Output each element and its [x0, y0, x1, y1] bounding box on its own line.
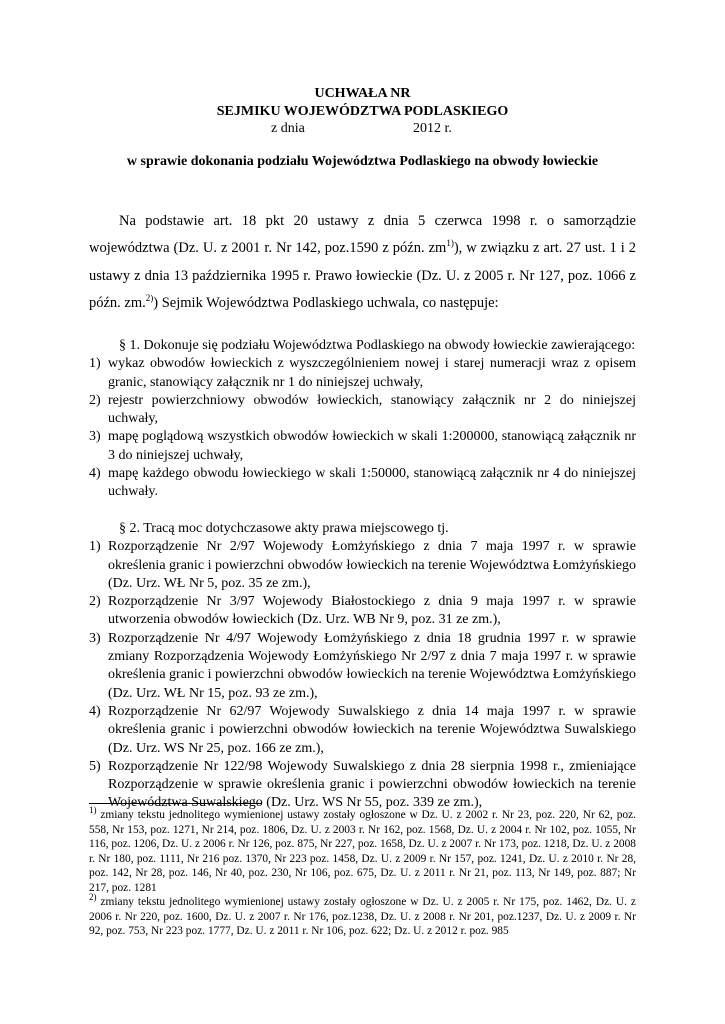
list-item-number: 2): [89, 392, 101, 408]
footnote-text: zmiany tekstu jednolitego wymienionej ustawy zostały ogłoszone w Dz. U. z 2002 r. Nr 23, poz. 220, Nr 62, poz. 558, Nr 153, poz. 1271, Nr 214, poz. 1806, Dz. U. z 2003 r. Nr 162, poz. 1568, Dz. U. z 2004 r. Nr 102, poz. 1055, Nr 116, poz. 1206, Dz. U. z 2006 r. Nr 126, poz. 875, Nr 227, poz. 1658, Dz. U. z 2007 r. Nr 173, poz. 1218, Dz. U. z 2008 r. Nr 180, poz. 1111, Nr 216 poz. 1370, Nr 223 poz. 1458, Dz. U. z 2009 r. Nr 157, poz. 1241, Dz. U. z 2010 r. Nr 28, poz. 142, Nr 28, poz. 146, Nr 40, poz. 230, Nr 106, poz. 675, Dz. U. z 2011 r. Nr 21, poz. 113, Nr 149, poz. 887; Nr 217, poz. 1281: [89, 809, 636, 894]
list-item-number: 4): [89, 466, 101, 482]
preamble-part3: ) Sejmik Województwa Podlaskiego uchwala, co następuje:: [153, 294, 499, 311]
section-1-heading: § 1. Dokonuje się podziału Województwa Podlaskiego na obwody łowieckie zawierającego:: [119, 338, 636, 353]
list-item: [89, 758, 636, 816]
section-2: [89, 520, 636, 816]
list-item: [89, 465, 636, 502]
list-item: [89, 703, 636, 758]
list-item-text: rejestr powierzchniowy obwodów łowieckich, stanowiący załącznik nr 2 do niniejszej uchwały,: [108, 392, 636, 427]
date-year: 2012 r.: [413, 121, 452, 136]
list-item-number: 5): [89, 758, 101, 774]
list-item: [89, 593, 636, 630]
footnote-ref-2: 2): [145, 293, 154, 304]
list-item-text: Rozporządzenie Nr 3/97 Wojewody Białostockiego z dnia 9 maja 1997 r. w sprawie utworzenia obwodów łowieckich (Dz. Urz. WB Nr 9, poz. 31 ze zm.),: [108, 594, 636, 628]
list-item: [89, 355, 636, 392]
section-1: [89, 337, 636, 502]
document-title-line2: SEJMIKU WOJEWÓDZTWA PODLASKIEGO: [216, 104, 509, 119]
preamble-part1: Na podstawie art. 18 pkt 20 ustawy z dnia 5 czerwca 1998 r. o samorządzie województwa (Dz. U. z 2001 r. Nr 142, poz.1590 z późn. zm: [89, 213, 636, 257]
date-prefix: z dnia: [271, 121, 305, 136]
list-item: [89, 392, 636, 429]
footnote-separator: [89, 803, 261, 804]
list-item-text: mapę każdego obwodu łowieckiego w skali 1:50000, stanowiącą załącznik nr 4 do niniejszej uchwały.: [108, 466, 636, 500]
list-item-text: Rozporządzenie Nr 62/97 Wojewody Suwalskiego z dnia 14 maja 1997 r. w sprawie określenia granic i powierzchni obwodów łowieckich na terenie Województwa Suwalskiego (Dz. Urz. WS Nr 25, poz. 166 ze zm.),: [108, 703, 636, 756]
footnote-1: [89, 805, 636, 895]
document-title-line1: UCHWAŁA NR: [314, 86, 411, 101]
section-2-list: [89, 538, 636, 812]
list-item-number: 2): [89, 594, 101, 610]
footnote-2: [89, 892, 636, 939]
section-1-list: [89, 355, 636, 501]
list-item-number: 3): [89, 630, 101, 646]
list-item: [89, 630, 636, 703]
list-item-text: Rozporządzenie Nr 122/98 Wojewody Suwalskiego z dnia 28 sierpnia 1998 r., zmieniające Rozporządzenie w sprawie określenia granic i powierzchni obwodów łowieckich na terenie Województwa Suwalskiego (Dz. Urz. WS Nr 55, poz. 339 ze zm.),: [108, 758, 636, 811]
section-2-heading: § 2. Tracą moc dotychczasowe akty prawa miejscowego tj.: [119, 521, 449, 536]
list-item-text: Rozporządzenie Nr 2/97 Wojewody Łomżyńskiego z dnia 7 maja 1997 r. w sprawie określenia granic i powierzchni obwodów łowieckich na terenie Województwa Łomżyńskiego (Dz. Urz. WŁ Nr 5, poz. 35 ze zm.),: [108, 539, 636, 591]
list-item-number: 4): [89, 703, 101, 719]
footnote-mark: 2): [89, 892, 97, 903]
footnote-mark: 1): [89, 805, 97, 816]
footnotes: [89, 805, 636, 939]
preamble-part2: ), w związku z art. 27 ust. 1 i 2 ustawy z dnia 13 października 1995 r. Prawo łowieckie (Dz. U. z 2005 r. Nr 127, poz. 1066 z późn. zm.: [89, 240, 636, 311]
list-item-number: 1): [89, 356, 101, 372]
list-item: [89, 428, 636, 465]
list-item-number: 3): [89, 429, 101, 445]
document-subject: w sprawie dokonania podziału Województwa Podlaskiego na obwody łowieckie: [126, 154, 599, 169]
preamble: [89, 208, 636, 317]
list-item-number: 1): [89, 539, 101, 555]
list-item-text: wykaz obwodów łowieckich z wyszczególnieniem nowej i starej numeracji wraz z opisem granic, stanowiący załącznik nr 1 do niniejszej uchwały,: [108, 356, 636, 390]
list-item-text: Rozporządzenie Nr 4/97 Wojewody Łomżyńskiego z dnia 18 grudnia 1997 r. w sprawie zmiany Rozporządzenia Wojewody Łomżyńskiego Nr 2/97 z dnia 7 maja 1997 r. w sprawie określenia granic i powierzchni obwodów łowieckich na terenie Województwa Łomżyńskiego (Dz. Urz. WŁ Nr 15, poz. 93 ze zm.),: [108, 630, 636, 701]
footnote-ref-1: 1): [446, 238, 454, 249]
list-item: [89, 538, 636, 593]
list-item-text: mapę poglądową wszystkich obwodów łowieckich w skali 1:200000, stanowiącą załącznik nr 3 do niniejszej uchwały,: [108, 429, 636, 463]
footnote-text: zmiany tekstu jednolitego wymienionej ustawy zostały ogłoszone w Dz. U. z 2005 r. Nr 175, poz. 1462, Dz. U. z 2006 r. Nr 220, poz. 1600, Dz. U. z 2007 r. Nr 176, poz.1238, Dz. U. z 2008 r. Nr 201, poz.1237, Dz. U. z 2009 r. Nr 92, poz. 753, Nr 223 poz. 1777, Dz. U. z 2011 r. Nr 106, poz. 622; Dz. U. z 2012 r. poz. 985: [89, 896, 636, 937]
